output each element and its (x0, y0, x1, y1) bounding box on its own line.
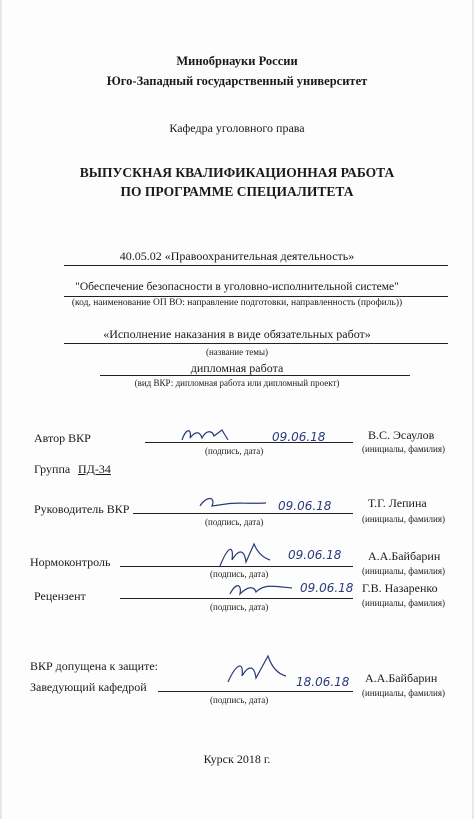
program-profile-underline (64, 296, 448, 297)
work-type-underline (100, 375, 410, 376)
work-type-caption: (вид ВКР: дипломная работа или дипломный проект) (134, 378, 340, 388)
title-line1: ВЫПУСКНАЯ КВАЛИФИКАЦИОННАЯ РАБОТА (79, 165, 395, 180)
author-label: Автор ВКР (34, 431, 91, 445)
ministry: Минобрнауки России (176, 54, 298, 68)
normcontrol-name-caption: (инициалы, фамилия) (362, 566, 445, 576)
program-code-underline (64, 265, 448, 266)
reviewer-signature (226, 578, 296, 600)
work-type-text: дипломная работа (190, 361, 284, 375)
head-of-department-label: Заведующий кафедрой (30, 680, 147, 694)
topic-caption: (название темы) (205, 347, 269, 357)
supervisor-name: Т.Г. Лепина (368, 496, 427, 510)
program-caption: (код, наименование ОП ВО: направление подготовки, направленность (профиль)) (71, 298, 403, 308)
admission-signature (222, 652, 292, 692)
reviewer-sign-date: 09.06.18 (300, 581, 354, 595)
supervisor-name-caption: (инициалы, фамилия) (362, 514, 445, 524)
group-value: ПД-34 (78, 462, 111, 476)
program-profile: "Обеспечение безопасности в уголовно-исполнительной системе" (75, 281, 399, 293)
author-name-caption: (инициалы, фамилия) (362, 444, 445, 454)
group-label: Группа (34, 462, 71, 476)
supervisor-sign-caption: (подпись, дата) (205, 517, 264, 527)
normcontrol-sign-caption: (подпись, дата) (210, 569, 269, 579)
normcontrol-name: А.А.Байбарин (368, 549, 441, 563)
admission-name: А.А.Байбарин (365, 671, 438, 685)
program-code: 40.05.02 «Правоохранительная деятельность» (119, 249, 355, 263)
supervisor-sign-date: 09.06.18 (278, 499, 332, 513)
supervisor-label: Руководитель ВКР (34, 502, 130, 516)
reviewer-name: Г.В. Назаренко (362, 581, 438, 595)
topic-underline (64, 343, 448, 344)
supervisor-signature (196, 494, 276, 514)
topic-text: «Исполнение наказания в виде обязательных работ» (103, 327, 371, 341)
author-sign-date: 09.06.18 (272, 430, 326, 444)
admission-sign-date: 18.06.18 (296, 675, 350, 689)
normcontrol-sign-date: 09.06.18 (288, 548, 342, 562)
city-year: Курск 2018 г. (203, 752, 271, 766)
admission-name-caption: (инициалы, фамилия) (362, 688, 445, 698)
reviewer-name-caption: (инициалы, фамилия) (362, 598, 445, 608)
department: Кафедра уголовного права (169, 121, 305, 135)
normcontrol-label: Нормоконтроль (30, 555, 111, 569)
title-line2: ПО ПРОГРАММЕ СПЕЦИАЛИТЕТА (120, 184, 354, 199)
admission-label: ВКР допущена к защите: (30, 659, 158, 673)
author-name: В.С. Эсаулов (368, 428, 435, 442)
university: Юго-Западный государственный университет (106, 74, 368, 88)
admission-sign-caption: (подпись, дата) (210, 695, 269, 705)
reviewer-label: Рецензент (34, 589, 86, 603)
author-signature (178, 424, 238, 446)
author-sign-caption: (подпись, дата) (205, 446, 264, 456)
reviewer-sign-caption: (подпись, дата) (210, 602, 269, 612)
